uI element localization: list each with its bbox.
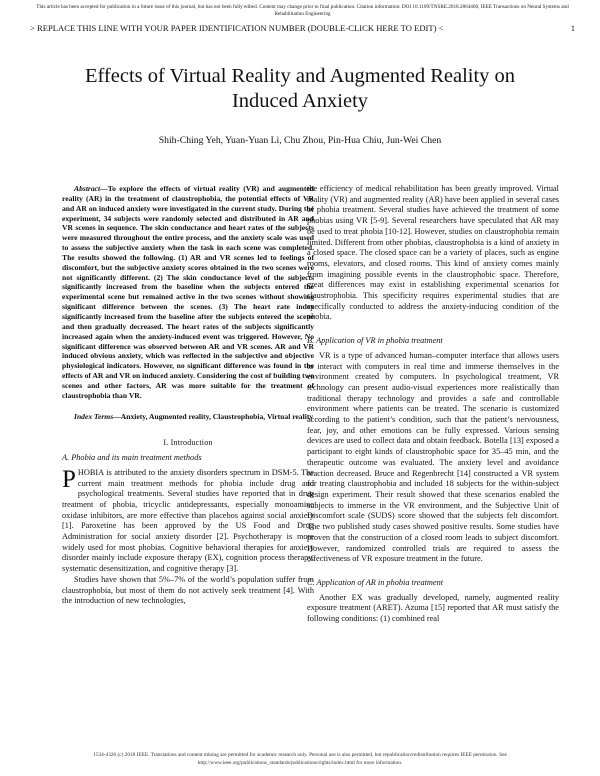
paper-title: Effects of Virtual Reality and Augmented Reality on Induced Anxiety — [84, 65, 516, 112]
header-text: > REPLACE THIS LINE WITH YOUR PAPER IDENTIFICATION NUMBER (DOUBLE-CLICK HERE TO EDIT) < — [30, 23, 444, 33]
section-heading-introduction: I. Introduction — [163, 438, 213, 448]
author-list: Shih-Ching Yeh, Yuan-Yuan Li, Chu Zhou, Pin-Hua Chiu, Jun-Wei Chen — [158, 135, 442, 146]
subsection-heading-c: C. Application of AR in phobia treatment — [307, 577, 444, 587]
index-terms-lead: Index Terms — [74, 411, 114, 421]
running-header — [30, 23, 575, 33]
right-column — [307, 184, 559, 625]
intro-paragraph-1 — [62, 465, 314, 575]
intro-paragraph-3: the efficiency of medical rehabilitation has been greatly improved. Virtual reality (VR) and augmented reality (AR) have been applied in several cases of phobia treatment. Several studies have achieved the treatment of some phobias using VR [5-9]. Several researchers have speculated that AR may be used to treat phobia [10-12]. However, studies on claustrophobia remain limited. Different from other phobias, claustrophobia is a kind of anxiety in a closed space. The closed space can be a variety of places, such as engine rooms, elevators, and closed rooms. This kind of anxiety comes mainly from imagining possible events in the claustrophobic space. Therefore, great differences may exist in establishing experimental scenarios for claustrophobia. This specificity requires experimental studies that are specifically conducted to address the anxiety-inducing condition of the phobia. — [307, 184, 559, 322]
left-column — [62, 184, 314, 607]
abstract — [62, 184, 314, 401]
subsection-heading-b: B. Application of VR in phobia treatment — [307, 336, 443, 346]
index-terms-body: —Anxiety, Augmented reality, Claustrophobia, Virtual reality — [113, 411, 314, 421]
prepublication-notice: This article has been accepted for publication in a future issue of this journal, but has not been fully edited. Content may change prior to final publication. Citation information: DOI 10.1109/TNSRE.2018.2864460, IEEE Transactions on Neural Systems and Rehabilitation Engineering — [36, 4, 569, 17]
copyright-footer: 1534-4320 (c) 2018 IEEE. Translations and content mining are permitted for academic research only. Personal use is also permitted, but republication/redistribution requires IEEE permission. See http://www.ieee.org/publications_standards/publications/rights/index.html for more information. — [93, 752, 507, 766]
intro-paragraph-1-text: HOBIA is attributed to the anxiety disorders spectrum in DSM-5. The current main treatment methods for phobia include drug and psychological treatments. Several studies have reported that in drug treatment of phobia, tricyclic antidepressants, especially monoamine oxidase inhibitors, are more effective than placebos against social anxiety [1]. Paroxetine has been approved by the US Food and Drug Administration for social anxiety disorder [2]. Psychotherapy is more widely used for most phobias. Cognitive behavioral therapies for anxiety disorder mainly include exposure therapy (EX), cognition process therapy, systematic desensitization, and cognitive therapy [3]. — [62, 467, 314, 574]
abstract-lead: Abstract — [74, 184, 101, 193]
page-number: 1 — [570, 23, 575, 33]
section-b-paragraph: VR is a type of advanced human–computer interface that allows users to interact with computers in real time and immerse themselves in the environment created by computers. In psychological treatment, VR technology can present audio-visual experiences more realistically than traditional therapy technology and provides a safe and controllable environment where patients can be treated. The scenario is customized according to the patient’s condition, such that the patient’s nervousness, fear, joy, and other emotions can be fully expressed. Various sensing devices are used to collect data and obtain feedback. Botella [13] exposed a participant to eight kinds of claustrophobic space for 35–45 min, and the therapeutic outcome was evaluated. The anxiety level and avoidance reaction decreased. Bruce and Regenbrecht [14] constructed a VR system for treating claustrophobia and included 18 subjects for the within-subject design experiment. Their result showed that these scenarios enabled the subjects to immerse in the VR environment, and the Subjective Unit of Discomfort scale (SUDS) score showed that the subjects felt discomfort. The two published study cases showed positive results. Some studies have proven that the construction of a closed room leads to subject discomfort. However, randomized controlled trials are required to assess the effectiveness of VR exposure treatment in the future. — [307, 350, 559, 564]
drop-cap: P — [62, 465, 76, 493]
subsection-heading-a: A. Phobia and its main treatment methods — [62, 453, 202, 463]
index-terms — [62, 412, 314, 422]
abstract-body: —To explore the effects of virtual reality (VR) and augmented reality (AR) in the treatment of claustrophobia, the potential effects of VR and AR on induced anxiety were investigated in the current study. During the experiment, 34 subjects were randomly selected and distributed in AR and VR scenes in sequence. The skin conductance and heart rates of the subjects were measured throughout the entire process, and the anxiety scale was used to assess the subjective anxiety when the task in each scene was completed. The results showed the following. (1) AR and VR scenes led to feelings of discomfort, but the subjective anxiety scores obtained in the two scenes were not significantly different. (2) The skin conductance level of the subjects significantly increased from the baseline when the subjects entered the experimental scene but remained active in the two scenes without showing significant difference between the scenes. (3) The heart rate index significantly increased from the baseline after the subjects entered the scene and then gradually decreased. The heart rates of the subjects significantly increased again when the anxiety-induced event was triggered. However, No significant difference was observed between AR and VR scenes. AR and VR induced obvious anxiety, which was reflected in the subjective and objective physiological indicators. However, no significant difference was found in the effects of AR and VR on induced anxiety. Considering the cost of building two scenes and other factors, AR was more suitable for the treatment of claustrophobia than VR. — [62, 184, 314, 400]
section-c-paragraph: Another EX was gradually developed, namely, augmented reality exposure treatment (ARET). Azuma [15] reported that AR must satisfy the following conditions: (1) combined real — [307, 592, 559, 624]
intro-paragraph-2: Studies have shown that 5%–7% of the world’s population suffer from claustrophobia, but most of them do not actively seek treatment [4]. With the introduction of new technologies, — [62, 574, 314, 606]
